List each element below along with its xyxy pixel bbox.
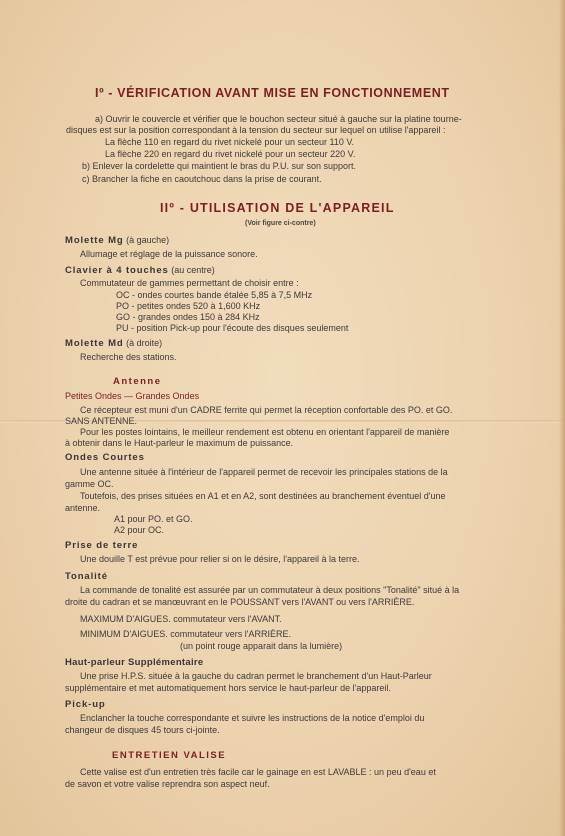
pickup-line-1: Enclancher la touche correspondante et suivre les instructions de la notice d'emploi du bbox=[80, 713, 425, 723]
prise-terre-title: Prise de terre bbox=[65, 540, 139, 551]
md-title: Molette Md bbox=[65, 338, 124, 349]
clavier-heading bbox=[65, 265, 215, 276]
mg-note: (à gauche) bbox=[126, 235, 170, 245]
clavier-item-po: PO - petites ondes 520 à 1,600 KHz bbox=[116, 301, 261, 311]
md-text: Recherche des stations. bbox=[80, 352, 177, 362]
entretien-title: ENTRETIEN VALISE bbox=[112, 750, 227, 761]
clavier-title: Clavier à 4 touches bbox=[65, 265, 169, 276]
clavier-item-pu: PU - position Pick-up pour l'écoute des disques seulement bbox=[116, 323, 349, 333]
pickup-title: Pick-up bbox=[65, 699, 106, 710]
antenne-line-4: à obtenir dans le Haut-parleur le maximum de puissance. bbox=[65, 438, 294, 448]
mg-title: Molette Mg bbox=[65, 235, 124, 246]
antenne-line-3: Pour les postes lointains, le meilleur rendement est obtenu en orientant l'appareil de manière bbox=[80, 427, 450, 437]
mg-heading bbox=[65, 235, 169, 246]
antenne-line-2: SANS ANTENNE. bbox=[65, 416, 138, 426]
md-heading bbox=[65, 338, 162, 349]
tonalite-note: (un point rouge apparait dans la lumière) bbox=[180, 641, 343, 651]
entretien-line-2: de savon et votre valise reprendra son aspect neuf. bbox=[65, 779, 270, 789]
section1-line-b: b) Enlever la cordelette qui maintient le bras du P.U. sur son support. bbox=[82, 161, 356, 171]
section1-line-220: La flèche 220 en regard du rivet nickelé pour un secteur 220 V. bbox=[105, 149, 356, 159]
tonalite-line-2: droite du cadran et se manœuvrant en le POUSSANT vers l'AVANT ou vers l'ARRIÈRE. bbox=[65, 597, 415, 607]
haut-parleur-line-1: Une prise H.P.S. située à la gauche du cadran permet le branchement d'un Haut-Parleur bbox=[80, 671, 432, 681]
clavier-note: (au centre) bbox=[171, 265, 215, 275]
ondes-courtes-title: Ondes Courtes bbox=[65, 452, 145, 463]
mg-text: Allumage et réglage de la puissance sonore. bbox=[80, 249, 258, 259]
tonalite-title: Tonalité bbox=[65, 571, 108, 582]
entretien-line-1: Cette valise est d'un entretien très facile car le gainage en est LAVABLE : un peu d'eau et bbox=[80, 767, 436, 777]
md-note: (à droite) bbox=[126, 338, 163, 348]
section2-subtitle: (Voir figure ci-contre) bbox=[245, 220, 316, 227]
page-edge-shadow bbox=[559, 0, 565, 836]
clavier-intro: Commutateur de gammes permettant de choisir entre : bbox=[80, 278, 299, 288]
tonalite-max: MAXIMUM D'AIGUES. commutateur vers l'AVANT. bbox=[80, 614, 282, 624]
haut-parleur-line-2: supplémentaire et met automatiquement hors service le haut-parleur de l'appareil. bbox=[65, 683, 391, 693]
ondes-courtes-a1: A1 pour PO. et GO. bbox=[114, 514, 193, 524]
section1-line-c: c) Brancher la fiche en caoutchouc dans la prise de courant. bbox=[82, 174, 322, 184]
clavier-item-go: GO - grandes ondes 150 à 284 KHz bbox=[116, 312, 260, 322]
ondes-courtes-line-4: antenne. bbox=[65, 503, 101, 513]
ondes-courtes-line-3: Toutefois, des prises situées en A1 et en A2, sont destinées au branchement éventuel d'une bbox=[80, 491, 446, 501]
section1-title: Iº - VÉRIFICATION AVANT MISE EN FONCTIONNEMENT bbox=[95, 86, 450, 100]
pickup-line-2: changeur de disques 45 tours ci-jointe. bbox=[65, 725, 220, 735]
section2-title: IIº - UTILISATION DE L'APPAREIL bbox=[160, 201, 395, 215]
ondes-courtes-a2: A2 pour OC. bbox=[114, 525, 165, 535]
ondes-courtes-line-1: Une antenne située à l'intérieur de l'appareil permet de recevoir les principales stations de la bbox=[80, 467, 448, 477]
haut-parleur-title: Haut-parleur Supplémentaire bbox=[65, 657, 204, 668]
section1-line-a2: disques est sur la position correspondant à la tension du secteur sur lequel on utilise l'appareil : bbox=[66, 125, 446, 135]
section1-line-a1: a) Ouvrir le couvercle et vérifier que le bouchon secteur situé à gauche sur la platine tourne- bbox=[95, 114, 462, 124]
tonalite-min: MINIMUM D'AIGUES. commutateur vers l'ARRIÈRE. bbox=[80, 629, 291, 639]
clavier-item-oc: OC - ondes courtes bande étalée 5,85 à 7,5 MHz bbox=[116, 290, 313, 300]
tonalite-line-1: La commande de tonalité est assurée par un commutateur à deux positions "Tonalité" situé à la bbox=[80, 585, 460, 595]
section1-line-110: La flèche 110 en regard du rivet nickelé pour un secteur 110 V. bbox=[105, 137, 354, 147]
antenne-title: Antenne bbox=[113, 376, 162, 387]
ondes-courtes-line-2: gamme OC. bbox=[65, 479, 114, 489]
antenne-waves: Petites Ondes — Grandes Ondes bbox=[65, 391, 200, 401]
antenne-line-1: Ce récepteur est muni d'un CADRE ferrite qui permet la réception confortable des PO. et GO. bbox=[80, 405, 453, 415]
prise-terre-text: Une douille T est prévue pour relier si on le désire, l'appareil à la terre. bbox=[80, 554, 360, 564]
